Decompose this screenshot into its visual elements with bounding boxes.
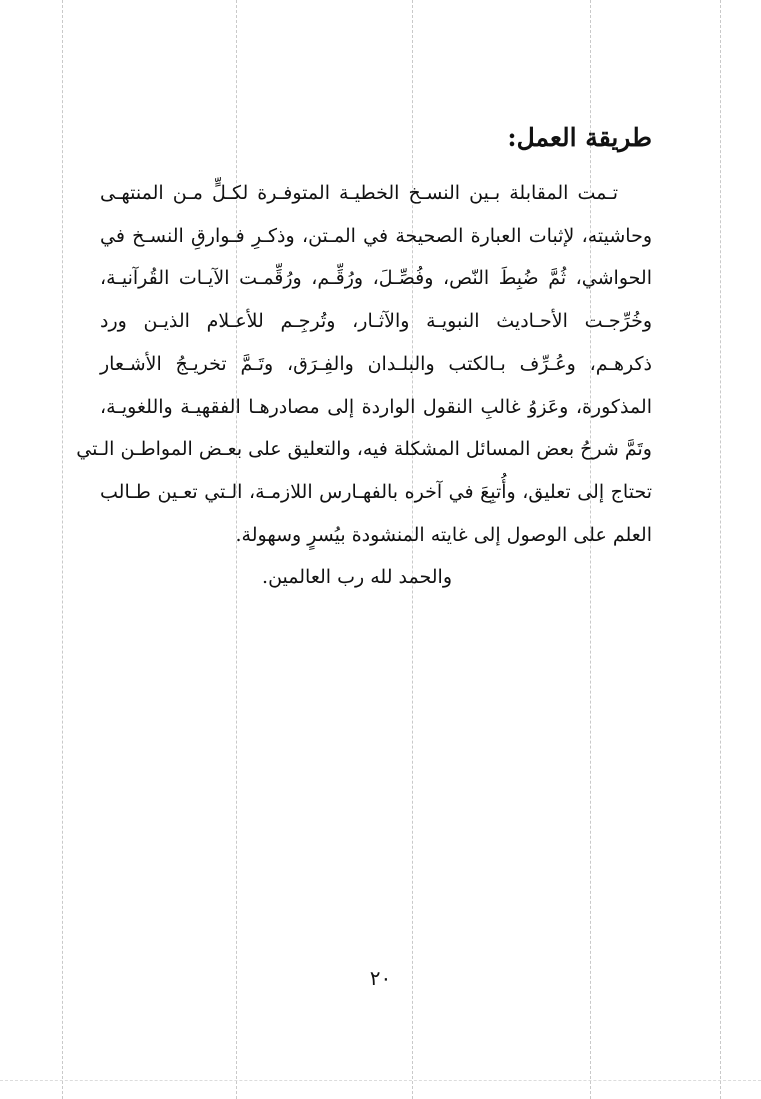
closing-line: والحمد لله رب العالمين. xyxy=(262,566,452,589)
guide-line xyxy=(720,0,721,1099)
page-content xyxy=(76,110,652,598)
paragraph-line: المذكورة، وعَزوُ غالبِ النقول الواردة إلى مصادرهـا الفقهيـة واللغويـة، xyxy=(100,395,652,418)
section-heading: طريقة العمل: xyxy=(507,123,652,152)
paragraph-line: تحتاج إلى تعليق، وأُتبِعَ في آخره بالفهـارس اللازمـة، الـتي تعـين طـالب xyxy=(100,480,652,503)
guide-line xyxy=(62,0,63,1099)
paragraph-line: تـمت المقابلة بـين النسـخ الخطيـة المتوفـرة لكـلٍّ مـن المنتهـى xyxy=(100,182,618,204)
guide-line xyxy=(0,1080,761,1081)
paragraph-line: وحاشيته، لإثبات العبارة الصحيحة في المـتن، وذكـرِ فـوارقِ النسـخ في xyxy=(100,224,652,247)
body-paragraph xyxy=(76,172,652,556)
paragraph-line: وتَمَّ شرحُ بعض المسائل المشكلة فيه، والتعليق على بعـض المواطـن الـتي xyxy=(76,438,652,461)
page-number: ٢٠ xyxy=(369,966,392,990)
paragraph-line: ذكرهـم، وعُـرِّف بـالكتب والبلـدان والفِـرَق، وتَـمَّ تخريـجُ الأشـعار xyxy=(100,352,652,375)
paragraph-line: العلم على الوصول إلى غايته المنشودة بيُسرٍ وسهولة. xyxy=(235,523,652,546)
paragraph-line: وخُرِّجـت الأحـاديث النبويـة والآثـار، وتُرجِـم للأعـلام الذيـن ورد xyxy=(100,310,652,333)
paragraph-line: الحواشي، ثُمَّ ضُبِطَ النّص، وفُصِّـلَ، ورُقِّـم، ورُقِّمـت الآيـات القُرآنيـة، xyxy=(100,267,652,290)
